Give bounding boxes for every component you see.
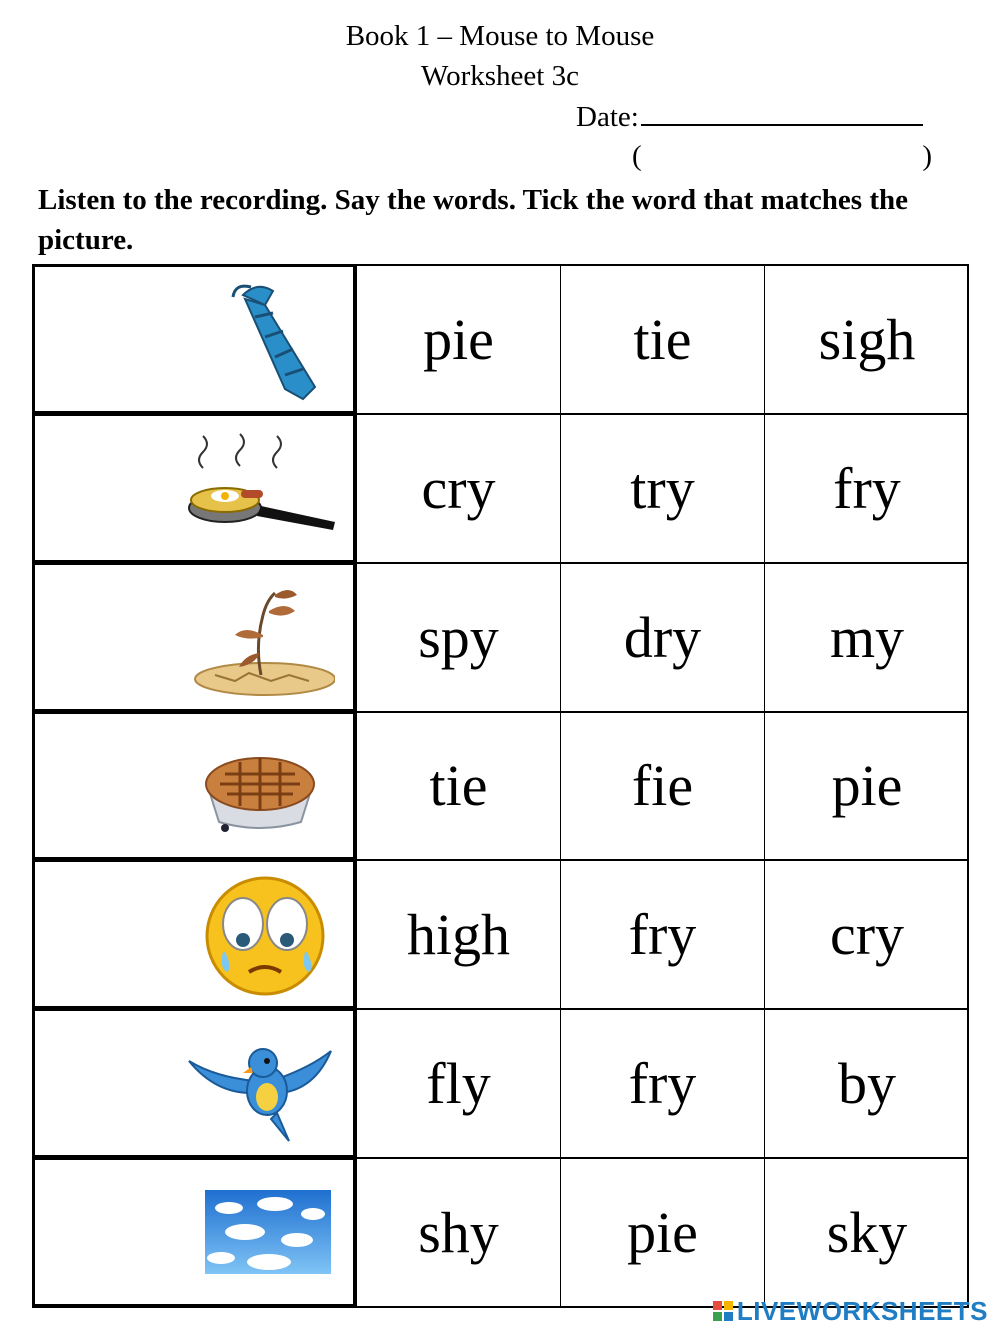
picture-cell xyxy=(32,859,356,1008)
word-option[interactable]: fly xyxy=(356,1008,560,1157)
word-option[interactable]: pie xyxy=(764,711,969,860)
word-option[interactable]: by xyxy=(764,1008,969,1157)
picture-cell xyxy=(32,1157,356,1306)
paren-open: ( xyxy=(632,140,642,172)
flying-bird-icon xyxy=(185,1021,335,1146)
dry-plant-icon xyxy=(185,575,335,700)
picture-cell xyxy=(32,711,356,860)
date-label: Date: xyxy=(576,101,639,133)
word-option[interactable]: pie xyxy=(356,264,560,413)
logo-mark-icon xyxy=(713,1301,735,1323)
word-option[interactable]: cry xyxy=(764,859,969,1008)
word-option[interactable]: fry xyxy=(764,413,969,562)
word-option[interactable]: pie xyxy=(560,1157,764,1306)
tie-icon xyxy=(185,277,335,402)
date-field xyxy=(576,100,923,134)
word-option[interactable]: shy xyxy=(356,1157,560,1306)
word-option[interactable]: cry xyxy=(356,413,560,562)
word-option[interactable]: try xyxy=(560,413,764,562)
instructions: Listen to the recording. Say the words. Tick the word that matches the picture. xyxy=(38,184,908,256)
date-line[interactable] xyxy=(641,100,923,126)
word-option[interactable]: fry xyxy=(560,1008,764,1157)
worksheet-subtitle: Worksheet 3c xyxy=(421,60,579,92)
worksheet-title: Book 1 – Mouse to Mouse xyxy=(345,20,655,52)
word-option[interactable]: fie xyxy=(560,711,764,860)
picture-cell xyxy=(32,1008,356,1157)
frying-pan-icon xyxy=(185,426,335,551)
word-option[interactable]: tie xyxy=(560,264,764,413)
word-option[interactable]: high xyxy=(356,859,560,1008)
picture-cell xyxy=(32,413,356,562)
word-option[interactable]: my xyxy=(764,562,969,711)
picture-cell xyxy=(32,264,356,413)
picture-cell xyxy=(32,562,356,711)
word-option[interactable]: tie xyxy=(356,711,560,860)
word-option[interactable]: dry xyxy=(560,562,764,711)
word-option[interactable]: fry xyxy=(560,859,764,1008)
word-option[interactable]: sky xyxy=(764,1157,969,1306)
sky-icon xyxy=(185,1170,335,1295)
liveworksheets-logo xyxy=(713,1296,988,1327)
paren-close: ) xyxy=(922,140,932,172)
word-option[interactable]: sigh xyxy=(764,264,969,413)
word-grid xyxy=(32,264,969,1308)
logo-text: LIVEWORKSHEETS xyxy=(736,1296,988,1326)
pie-icon xyxy=(185,724,335,849)
word-option[interactable]: spy xyxy=(356,562,560,711)
crying-face-icon xyxy=(185,872,335,997)
